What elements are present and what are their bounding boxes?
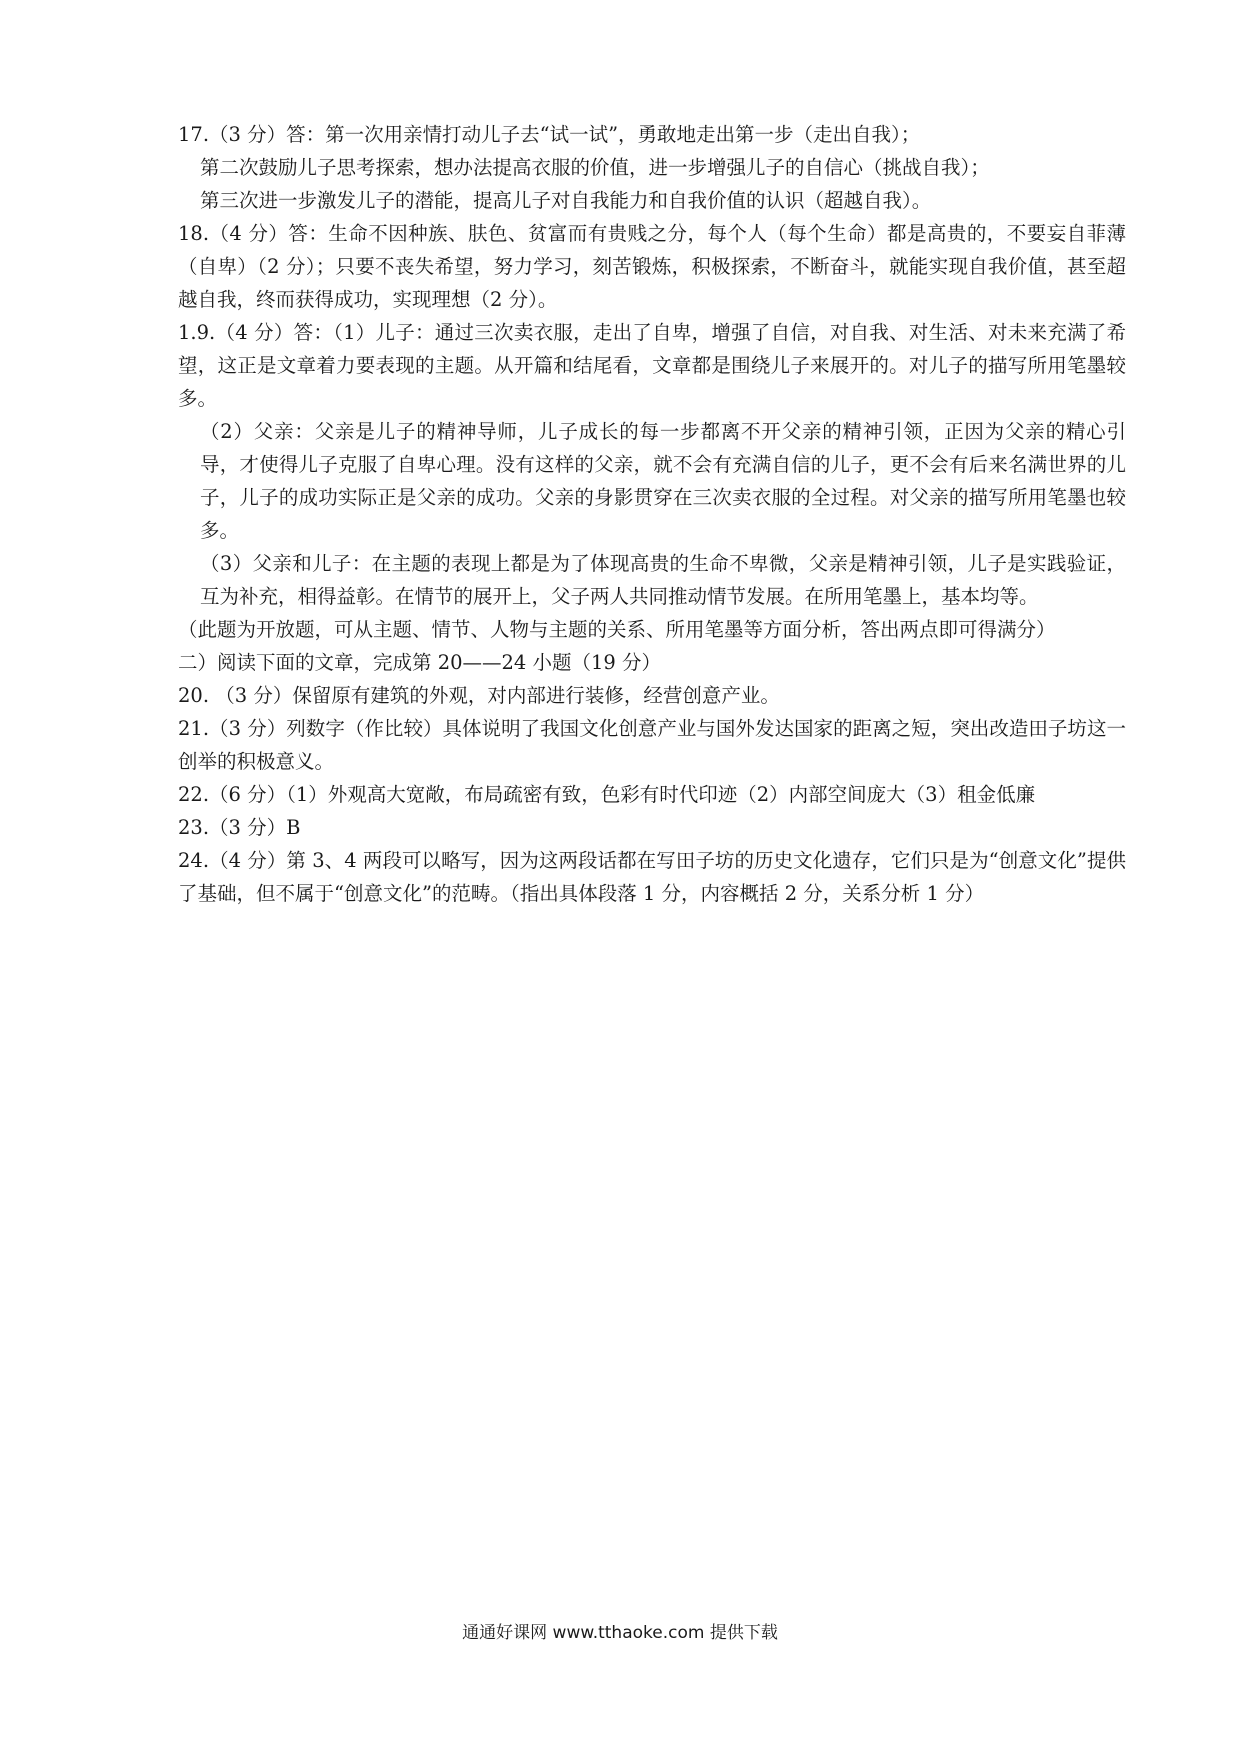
- answer-sheet: [178, 118, 1126, 910]
- page-footer: 通通好课网 www.tthaoke.com 提供下载: [462, 1623, 778, 1643]
- q19-part-1: 1.9.（4 分）答：（1）儿子：通过三次卖衣服，走出了自卑，增强了自信，对自我、对生活、对未来充满了希望，这正是文章着力要表现的主题。从开篇和结尾看，文章都是围绕儿子来展开的。对儿子的描写所用笔墨较多。: [178, 321, 1126, 410]
- q21-answer: 21.（3 分）列数字（作比较）具体说明了我国文化创意产业与国外发达国家的距离之短，突出改造田子坊这一创举的积极意义。: [178, 717, 1126, 773]
- q19-part-3: （3）父亲和儿子：在主题的表现上都是为了体现高贵的生命不卑微，父亲是精神引领，儿子是实践验证，互为补充，相得益彰。在情节的展开上，父子两人共同推动情节发展。在所用笔墨上，基本均等。: [200, 552, 1126, 608]
- q17-line-1: 17.（3 分）答：第一次用亲情打动儿子去“试一试”，勇敢地走出第一步（走出自我）；: [178, 123, 921, 146]
- q18-answer: 18.（4 分）答：生命不因种族、肤色、贫富而有贵贱之分，每个人（每个生命）都是高贵的，不要妄自菲薄（自卑）（2 分）；只要不丧失希望，努力学习，刻苦锻炼，积极探索，不断奋斗，就能实现自我价值，甚至超越自我，终而获得成功，实现理想（2 分）。: [178, 222, 1126, 311]
- q17-line-3: 第三次进一步激发儿子的潜能，提高儿子对自我能力和自我价值的认识（超越自我）。: [200, 189, 932, 212]
- q23-answer: 23.（3 分）B: [178, 816, 301, 839]
- q17-line-2: 第二次鼓励儿子思考探索，想办法提高衣服的价值，进一步增强儿子的自信心（挑战自我）；: [200, 156, 990, 179]
- q22-answer: 22.（6 分）（1）外观高大宽敞，布局疏密有致，色彩有时代印迹（2）内部空间庞大（3）租金低廉: [178, 783, 1036, 806]
- q20-answer: 20. （3 分）保留原有建筑的外观，对内部进行装修，经营创意产业。: [178, 684, 780, 707]
- section-two-heading: 二）阅读下面的文章，完成第 20——24 小题（19 分）: [178, 651, 662, 674]
- q24-answer: 24.（4 分）第 3、4 两段可以略写，因为这两段话都在写田子坊的历史文化遗存，它们只是为“创意文化”提供了基础，但不属于“创意文化”的范畴。（指出具体段落 1 分，内容概括 2 分，关系分析 1 分）: [178, 849, 1126, 905]
- q19-note: （此题为开放题，可从主题、情节、人物与主题的关系、所用笔墨等方面分析，答出两点即可得满分）: [178, 618, 1056, 641]
- q19-part-2: （2）父亲：父亲是儿子的精神导师，儿子成长的每一步都离不开父亲的精神引领，正因为父亲的精心引导，才使得儿子克服了自卑心理。没有这样的父亲，就不会有充满自信的儿子，更不会有后来名满世界的儿子，儿子的成功实际正是父亲的成功。父亲的身影贯穿在三次卖衣服的全过程。对父亲的描写所用笔墨也较多。: [200, 420, 1126, 542]
